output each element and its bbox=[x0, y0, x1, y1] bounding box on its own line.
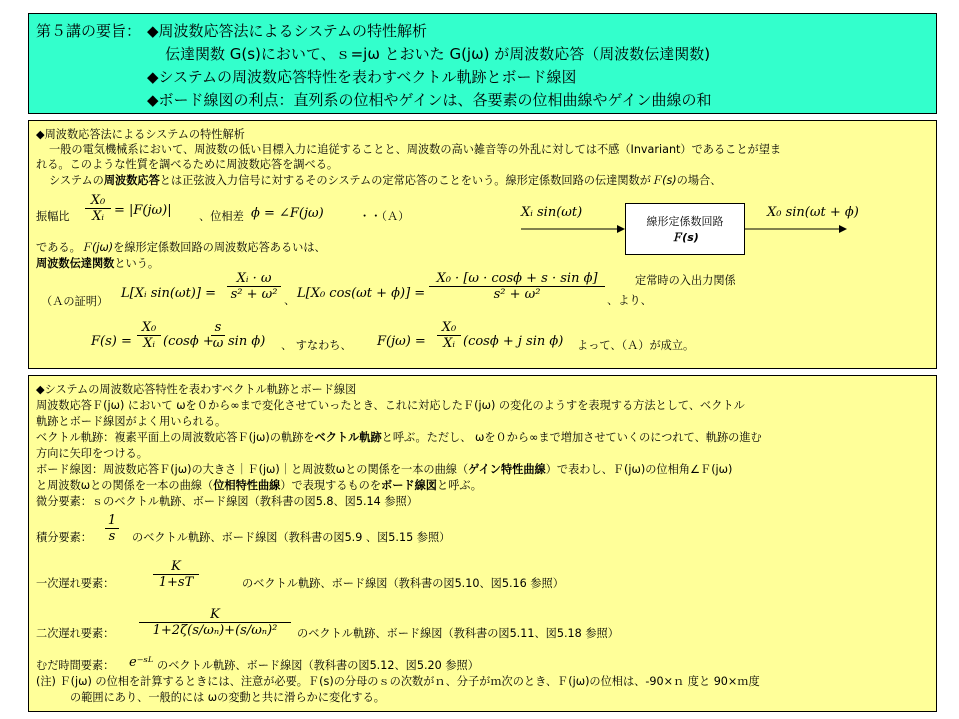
first-order-lag-label: 一次遅れ要素： bbox=[36, 577, 115, 590]
integral-element-text: のベクトル軌跡、ボード線図（教科書の図5.9 、図5.15 参照） bbox=[132, 531, 451, 544]
section2-line-4: 方向に矢印をつける。 bbox=[36, 447, 148, 460]
sunawachi-text: 、 すなわち、 bbox=[281, 339, 352, 352]
header-title-prefix: 第５講の要旨： bbox=[36, 22, 142, 40]
section2-line-2: 軌跡とボード線図がよく用いられる。 bbox=[36, 415, 227, 428]
header-line-3: ◆システムの周波数応答特性を表わすベクトル軌跡とボード線図 bbox=[147, 68, 577, 86]
Fjw-fraction: X₀ Xᵢ bbox=[437, 320, 461, 351]
laplace-sin-fraction: Xᵢ · ω s² + ω² bbox=[227, 271, 281, 302]
section1-para-5: 周波数伝達関数という。 bbox=[36, 257, 160, 270]
dead-time-label: むだ時間要素： bbox=[36, 659, 115, 672]
second-order-lag-text: のベクトル軌跡、ボード線図（教科書の図5.11、図5.18 参照） bbox=[297, 627, 619, 640]
second-order-lag-label: 二次遅れ要素： bbox=[36, 627, 115, 640]
amplitude-ratio-rhs: = |F(jω)| bbox=[114, 203, 172, 218]
header-line-1: ◆周波数応答法によるシステムの特性解析 bbox=[147, 22, 428, 40]
section-frequency-response bbox=[28, 120, 937, 369]
integral-fraction: 1 s bbox=[105, 513, 119, 544]
header-line-4: ◆ボード線図の利点：直列系の位相やゲインは、各要素の位相曲線やゲイン曲線の和 bbox=[147, 91, 712, 109]
second-order-lag-fraction: K 1+2ζ(s/ωₙ)+(s/ωₙ)² bbox=[139, 607, 291, 638]
block-diagram-arrows bbox=[29, 121, 936, 368]
section2-line-6: と周波数ωとの関係を一本の曲線（位相特性曲線）で表現するものをボード線図と呼ぶ。 bbox=[36, 479, 482, 492]
section2-heading: ◆システムの周波数応答特性を表わすベクトル軌跡とボード線図 bbox=[36, 383, 357, 396]
section1-para-3: システムの周波数応答とは正弦波入力信号に対するそのシステムの定常応答のことをいう。線形定係数回路の伝達関数がＦ(s)の場合、 bbox=[49, 174, 722, 187]
dead-time-expression: e⁻ˢᴸ bbox=[129, 655, 154, 670]
Fs-cos-term: (cosϕ + bbox=[163, 334, 214, 349]
section1-heading: ◆周波数応答法によるシステムの特性解析 bbox=[36, 128, 245, 141]
integral-element-label: 積分要素： bbox=[36, 531, 92, 544]
first-order-lag-text: のベクトル軌跡、ボード線図（教科書の図5.10、図5.16 参照） bbox=[242, 577, 564, 590]
laplace-cos-fraction: X₀ · [ω · cosϕ + s · sin ϕ] s² + ω² bbox=[429, 271, 605, 302]
section-vector-locus-bode bbox=[28, 375, 937, 712]
phase-expression: ϕ = ∠F(jω) bbox=[251, 206, 324, 221]
section2-line-1: 周波数応答Ｆ(jω) において ωを０から∞まで変化させていったとき、これに対応したＦ(jω) の変化のようすを表現する方法として、ベクトル bbox=[36, 399, 745, 412]
steady-state-caption: 定常時の入出力関係 bbox=[635, 274, 736, 287]
amplitude-ratio-label: 振幅比 bbox=[36, 210, 70, 223]
Fs-sin-term: sin ϕ) bbox=[228, 334, 266, 349]
Fs-lhs: F(s) = bbox=[91, 334, 132, 349]
dead-time-text: のベクトル軌跡、ボード線図（教科書の図5.12、図5.20 参照） bbox=[157, 659, 479, 672]
section1-para-2: れる。このような性質を調べるために周波数応答を調べる。 bbox=[36, 158, 339, 171]
note-line-1: (注) Ｆ(jω) の位相を計算するときには、注意が必要。Ｆ(s)の分母のｓの次数がｎ、分子がｍ次のとき、Ｆ(jω)の位相は、-90×ｎ 度と 90×ｍ度 bbox=[36, 675, 760, 688]
Fs-fraction: X₀ Xᵢ bbox=[137, 320, 161, 351]
proof-label: （Ａの証明） bbox=[41, 295, 109, 308]
block-input-signal: Xᵢ sin(ωt) bbox=[521, 205, 583, 220]
Fjw-rhs: (cosϕ + j sin ϕ) bbox=[463, 334, 564, 349]
amplitude-ratio-fraction: X₀ Xᵢ bbox=[85, 193, 111, 224]
section2-line-5: ボード線図：周波数応答Ｆ(jω)の大きさ｜Ｆ(jω)｜と周波数ωとの関係を一本の曲線（ゲイン特性曲線）で表わし、Ｆ(jω)の位相角∠Ｆ(jω) bbox=[36, 463, 733, 476]
summary-header bbox=[28, 13, 937, 114]
Fjw-lhs: F(jω) = bbox=[377, 334, 426, 349]
laplace-sin-lhs: L[Xᵢ sin(ωt)] = bbox=[121, 286, 216, 301]
linear-circuit-block: 線形定係数回路 Ｆ(s) bbox=[625, 203, 745, 255]
phase-label: 、位相差 bbox=[199, 210, 244, 223]
differential-element: 微分要素：ｓのベクトル軌跡、ボード線図（教科書の図5.8、図5.14 参照） bbox=[36, 495, 418, 508]
proof-yori: 、より、 bbox=[607, 294, 652, 307]
equation-tag-a: ・・（Ａ） bbox=[359, 210, 410, 223]
first-order-lag-fraction: K 1+sT bbox=[153, 559, 199, 590]
conclusion-text: よって、（Ａ）が成立。 bbox=[577, 339, 695, 352]
section1-para-1: 一般の電気機械系において、周波数の低い目標入力に追従することと、周波数の高い雑音等の外乱に対しては不感（Invariant）であることが望ま bbox=[49, 143, 782, 156]
header-line-2: 伝達関数 G(s)において、ｓ=jω とおいた G(jω) が周波数応答（周波数伝達関数) bbox=[165, 45, 711, 63]
section2-line-3: ベクトル軌跡：複素平面上の周波数応答Ｆ(jω)の軌跡をベクトル軌跡と呼ぶ。ただし、 ωを０から∞まで増加させていくのにつれて、軌跡の進む bbox=[36, 431, 762, 444]
block-output-signal: X₀ sin(ωt + ϕ) bbox=[767, 205, 859, 220]
proof-separator: 、 bbox=[284, 294, 296, 307]
laplace-cos-lhs: L[X₀ cos(ωt + ϕ)] = bbox=[297, 286, 426, 301]
section1-para-4: である。Ｆ(jω)を線形定係数回路の周波数応答あるいは、 bbox=[36, 241, 326, 254]
note-line-2: の範囲にあり、一般的には ωの変動と共に滑らかに変化する。 bbox=[70, 691, 385, 704]
Fs-s-over-omega: s ω bbox=[212, 320, 224, 351]
